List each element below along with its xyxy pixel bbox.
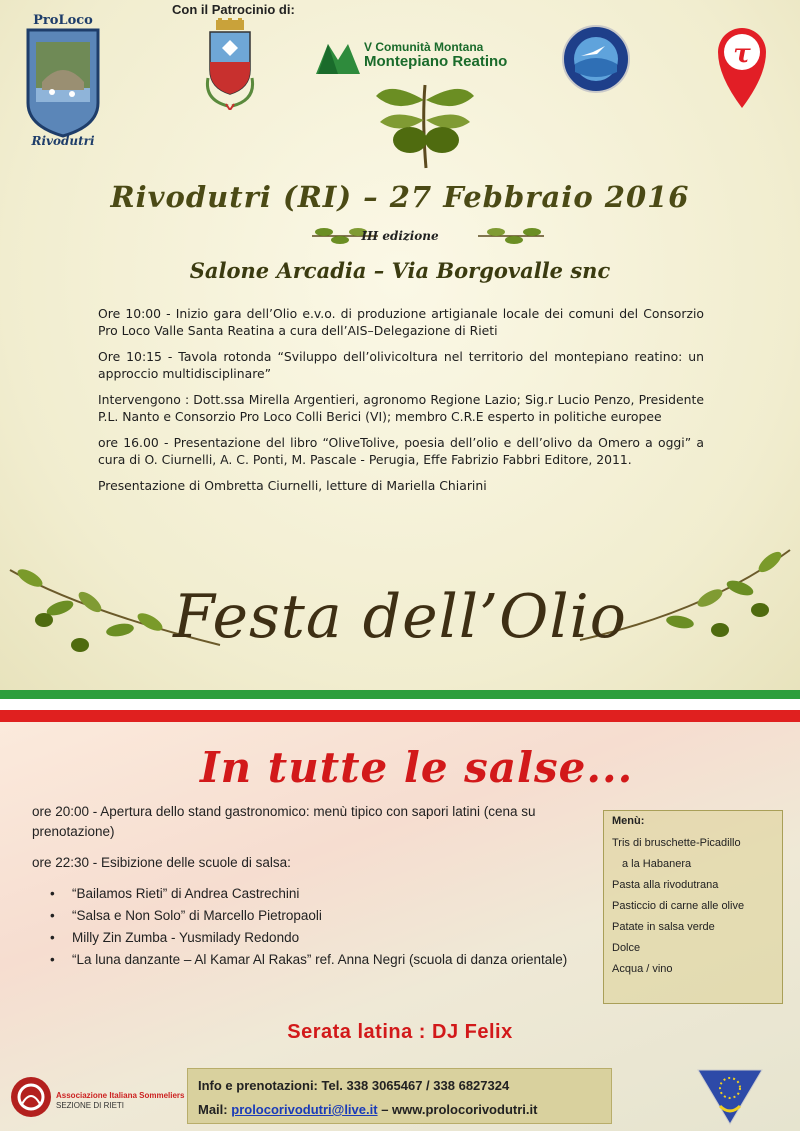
menu-item: a la Habanera bbox=[622, 858, 692, 870]
list-item: • “Bailamos Rieti” di Andrea Castrechini bbox=[72, 884, 572, 904]
program-item: Ore 10:15 - Tavola rotonda “Sviluppo dell’olivicoltura nel territorio del montepiano reatino: un approccio multidisciplinare” bbox=[98, 349, 704, 381]
mail-label: Mail: bbox=[198, 1102, 228, 1117]
menu-item: Dolce bbox=[612, 942, 641, 954]
comunita-montana-line2: Montepiano Reatino bbox=[364, 53, 508, 70]
festa-title: Festa dell’Olio bbox=[173, 582, 627, 652]
flag-stripe-red bbox=[0, 710, 800, 722]
comune-coat-of-arms bbox=[202, 18, 258, 110]
evening-intro: ore 22:30 - Esibizione delle scuole di salsa: bbox=[32, 855, 291, 870]
serata-label: Serata latina : DJ Felix bbox=[287, 1021, 513, 1043]
svg-text:τ: τ bbox=[733, 39, 751, 69]
info-phone: Info e prenotazioni: Tel. 338 3065467 / 338 6827324 bbox=[198, 1078, 510, 1093]
evening-title: In tutte le salse... bbox=[200, 743, 634, 792]
menu-box bbox=[603, 810, 783, 1004]
list-item: • “Salsa e Non Solo” di Marcello Pietropaoli bbox=[72, 906, 572, 926]
morning-program bbox=[98, 305, 704, 503]
comunita-montana-line1: V Comunità Montana bbox=[364, 40, 484, 54]
proloco-logo-bottom-text: Rivodutri bbox=[31, 134, 95, 148]
info-mail-line bbox=[198, 1098, 601, 1122]
ais-label bbox=[56, 1091, 185, 1111]
comunita-montana-logo bbox=[316, 38, 516, 78]
menu-item: Pasta alla rivodutrana bbox=[612, 879, 719, 891]
patrocinio-label: Con il Patrocinio di: bbox=[172, 2, 295, 17]
proloco-logo bbox=[22, 8, 104, 148]
ais-section: SEZIONE DI RIETI bbox=[56, 1101, 125, 1110]
list-item: • “La luna danzante – Al Kamar Al Rakas” ref. Anna Negri (scuola di danza orientale) bbox=[72, 950, 572, 970]
program-item: Presentazione di Ombretta Ciurnelli, letture di Mariella Chiarini bbox=[98, 478, 487, 493]
program-item: Intervengono : Dott.ssa Mirella Argentieri, agronomo Regione Lazio; Sig.r Lucio Penzo, Presidente P.L. Nanto e Consorzio Pro Loco Colli Berici (VI); membro C.R.E esperto in politiche europee bbox=[98, 392, 704, 424]
riserva-naturale-logo bbox=[561, 24, 631, 94]
menu-heading: Menù: bbox=[612, 815, 645, 827]
program-item: ore 16.00 - Presentazione del libro “OliveTolive, poesia dell’olio e dell’olivo da Omero a oggi” a cura di O. Ciurnelli, A. C. Ponti, M. Pascale - Perugia, Effe Fabrizio Fabbri Editore, 2011. bbox=[98, 435, 704, 467]
evening-program bbox=[32, 802, 572, 972]
email-link[interactable]: prolocorivodutri@live.it bbox=[231, 1102, 378, 1117]
flag-stripe-green bbox=[0, 690, 800, 699]
cre-logo bbox=[694, 1066, 766, 1126]
venue-label: Salone Arcadia – Via Borgovalle snc bbox=[189, 258, 611, 283]
website-text: – www.prolocorivodutri.it bbox=[381, 1102, 538, 1117]
ais-name: Associazione Italiana Sommeliers bbox=[56, 1091, 185, 1100]
salsa-schools-list bbox=[32, 884, 572, 970]
edition-label: III edizione bbox=[361, 229, 439, 243]
olive-branch-decoration bbox=[350, 80, 500, 170]
ais-logo bbox=[8, 1074, 54, 1120]
evening-intro: ore 20:00 - Apertura dello stand gastronomico: menù tipico con sapori latini (cena su prenotazione) bbox=[32, 804, 536, 839]
menu-item: Pasticcio di carne alle olive bbox=[612, 900, 745, 912]
menu-item: Patate in salsa verde bbox=[612, 921, 715, 933]
consorzio-logo bbox=[712, 20, 772, 110]
list-item: • Milly Zin Zumba - Yusmilady Redondo bbox=[72, 928, 572, 948]
event-title: Rivodutri (RI) – 27 Febbraio 2016 bbox=[110, 180, 690, 214]
flag-stripe-white bbox=[0, 699, 800, 710]
proloco-logo-top-text: ProLoco bbox=[33, 13, 93, 28]
program-item: Ore 10:00 - Inizio gara dell’Olio e.v.o. di produzione artigianale locale dei comuni del Consorzio Pro Loco Valle Santa Reatina a cura dell’AIS–Delegazione di Rieti bbox=[98, 306, 704, 338]
info-box bbox=[187, 1068, 612, 1124]
menu-item: Acqua / vino bbox=[612, 963, 673, 975]
menu-item: Tris di bruschette-Picadillo bbox=[612, 837, 741, 849]
